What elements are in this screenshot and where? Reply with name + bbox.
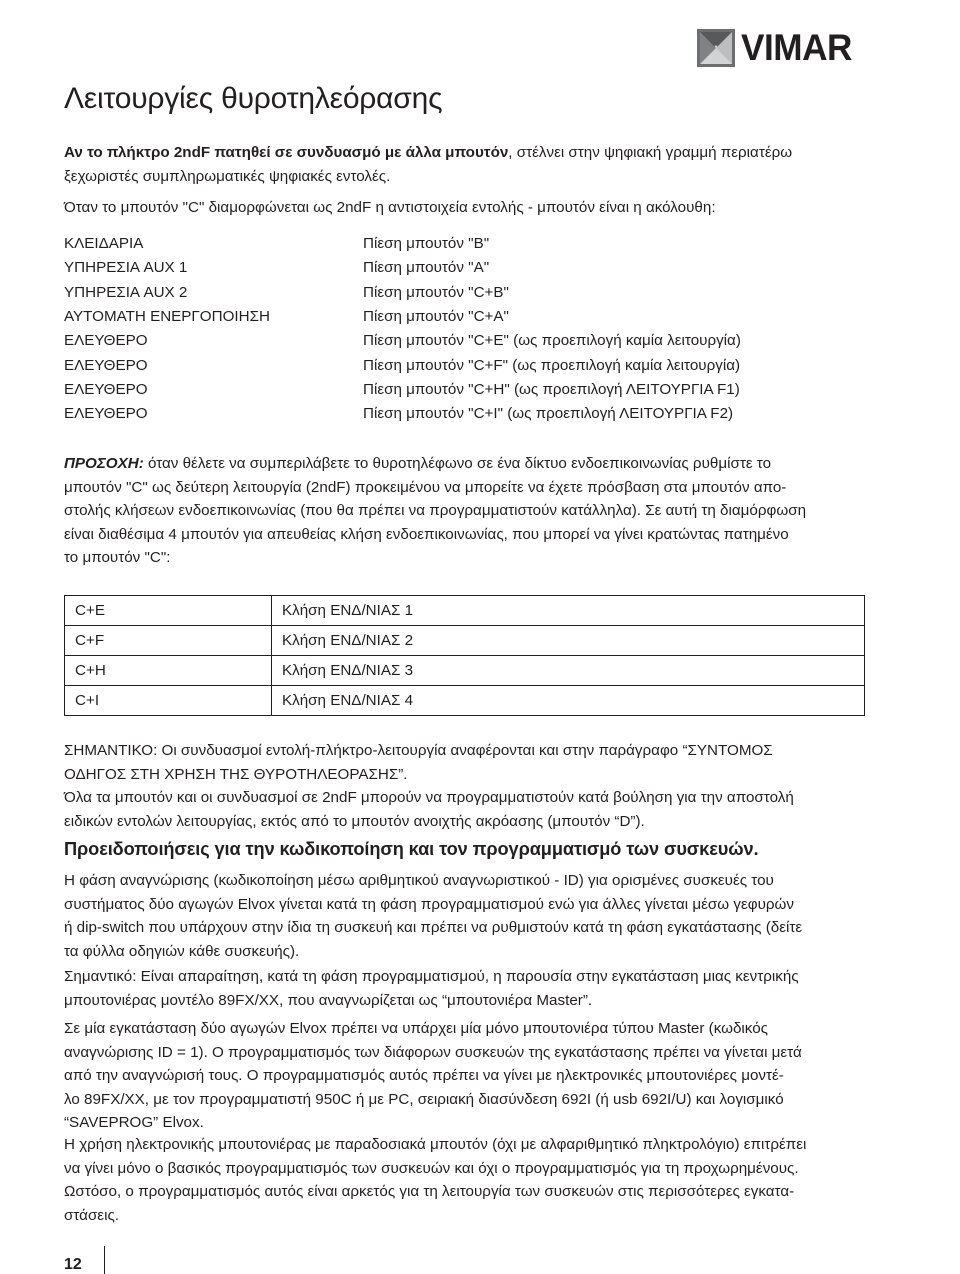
paragraph-line: Ωστόσο, ο προγραμματισμός αυτός είναι αρκετός για τη λειτουργία των συσκευών στις περισσότερες εγκατα- bbox=[64, 1183, 795, 1201]
table-row bbox=[65, 596, 865, 626]
mapping-button: Πίεση μπουτόν "A" bbox=[363, 259, 490, 277]
mapping-function: ΕΛΕΥΘΕΡΟ bbox=[64, 332, 148, 350]
warning-label: ΠΡΟΣΟΧΗ: bbox=[64, 455, 144, 472]
intercom-call-table bbox=[64, 595, 865, 716]
important-line: ειδικών εντολών λειτουργίας, εκτός από το μπουτόν ανοιχτής ακρόασης (μπουτόν “D”). bbox=[64, 812, 645, 830]
mapping-button: Πίεση μπουτόν "C+E" (ως προεπιλογή καμία λειτουργία) bbox=[363, 332, 741, 350]
body-paragraph bbox=[64, 1133, 864, 1227]
paragraph-line: μπουτονιέρας μοντέλο 89FX/XX, που αναγνωρίζεται ως “μπουτονιέρα Master”. bbox=[64, 991, 593, 1009]
mapping-button: Πίεση μπουτόν "C+F" (ως προεπιλογή καμία λειτουργία) bbox=[363, 356, 741, 374]
warning-line: το μπουτόν "C": bbox=[64, 549, 171, 567]
mapping-button: Πίεση μπουτόν "C+I" (ως προεπιλογή ΛΕΙΤΟΥΡΓΙΑ F2) bbox=[363, 405, 734, 423]
mapping-button: Πίεση μπουτόν "C+A" bbox=[363, 307, 509, 325]
table-row bbox=[65, 686, 865, 716]
paragraph-line: στάσεις. bbox=[64, 1206, 119, 1224]
mapping-function: ΑΥΤΟΜΑΤΗ ΕΝΕΡΓΟΠΟΙΗΣΗ bbox=[64, 307, 270, 325]
intro-bold-text: Αν το πλήκτρο 2ndF πατηθεί σε συνδυασμό με άλλα μπουτόν bbox=[64, 144, 509, 161]
paragraph-line: συστήματος δύο αγωγών Elvox γίνεται κατά τη φάση προγραμματισμού ενώ για άλλες γίνεται μέσω γεφυρών bbox=[64, 895, 794, 913]
mapping-button: Πίεση μπουτόν "C+B" bbox=[363, 283, 509, 301]
table-cell-combo: C+E bbox=[65, 596, 272, 626]
mapping-function: ΕΛΕΥΘΕΡΟ bbox=[64, 380, 148, 398]
paragraph-line: Σημαντικό: Είναι απαραίτηση, κατά τη φάση προγραμματισμού, η παρουσία στην εγκατάσταση μιας κεντρικής bbox=[64, 968, 799, 985]
table-cell-call: Κλήση ΕΝΔ/ΝΙΑΣ 4 bbox=[272, 686, 865, 716]
warning-line: όταν θέλετε να συμπεριλάβετε το θυροτηλέφωνο σε ένα δίκτυο ενδοεπικοινωνίας ρυθμίστε το bbox=[143, 455, 772, 472]
body-paragraph bbox=[64, 1017, 864, 1135]
paragraph-line: να γίνει μόνο ο βασικός προγραμματισμός των συσκευών και όχι ο προγραμματισμός για τη προχωρημένους. bbox=[64, 1159, 799, 1177]
warning-line: είναι διαθέσιμα 4 μπουτόν για απευθείας κλήση ενδοεπικοινωνίας, που μπορεί να γίνει κρατώντας πατημένο bbox=[64, 525, 789, 543]
vimar-logo bbox=[697, 28, 867, 68]
mapping-row bbox=[0, 305, 960, 329]
table-cell-combo: C+H bbox=[65, 656, 272, 686]
table-cell-combo: C+F bbox=[65, 626, 272, 656]
mapping-function: ΥΠΗΡΕΣΙΑ AUX 1 bbox=[64, 259, 188, 277]
paragraph-line: αναγνώρισης ID = 1). Ο προγραμματισμός των διάφορων συσκευών της εγκατάστασης πρέπει να γίνεται μετά bbox=[64, 1043, 802, 1061]
paragraph-line: ή dip-switch που υπάρχουν στην ίδια τη συσκευή και πρέπει να ρυθμιστούν κατά τη φάση εγκατάστασης (δείτε bbox=[64, 919, 803, 937]
page-title: Λειτουργίες θυροτηλεόρασης bbox=[64, 82, 443, 115]
table-cell-combo: C+I bbox=[65, 686, 272, 716]
important-line: ΣΗΜΑΝΤΙΚΟ: Οι συνδυασμοί εντολή-πλήκτρο-λειτουργία αναφέρονται και στην παράγραφο “ΣΥΝΤΟΜΟΣ bbox=[64, 742, 773, 759]
warning-line: μπουτόν "C" ως δεύτερη λειτουργία (2ndF) προκειμένου να μπορείτε να έχετε πρόσβαση στα μπουτόν απο- bbox=[64, 478, 787, 496]
intro-text-line2: ξεχωριστές συμπληρωματικές ψηφιακές εντολές. bbox=[64, 167, 391, 185]
table-cell-call: Κλήση ΕΝΔ/ΝΙΑΣ 2 bbox=[272, 626, 865, 656]
function-button-mapping bbox=[0, 232, 960, 432]
mapping-row bbox=[0, 256, 960, 280]
paragraph-line: Η χρήση ηλεκτρονικής μπουτονιέρας με παραδοσιακά μπουτόν (όχι με αλφαριθμητικό πληκτρολόγιο) επιτρέπει bbox=[64, 1136, 807, 1153]
mapping-function: ΚΛΕΙΔΑΡΙΑ bbox=[64, 235, 144, 252]
table-row bbox=[65, 626, 865, 656]
important-note bbox=[64, 739, 864, 833]
paragraph-line: λο 89FX/XX, με τον προγραμματιστή 950C ή με PC, σειριακή διασύνδεση 692I (ή usb 692I/U) και λογισμικό bbox=[64, 1090, 784, 1108]
paragraph-line: Η φάση αναγνώρισης (κωδικοποίηση μέσω αριθμητικού αναγνωριστικού - ID) για ορισμένες συσκευές του bbox=[64, 872, 774, 889]
table-cell-call: Κλήση ΕΝΔ/ΝΙΑΣ 1 bbox=[272, 596, 865, 626]
vimar-logo-text: VIMAR bbox=[741, 27, 852, 68]
mapping-row bbox=[0, 281, 960, 305]
mapping-row bbox=[0, 378, 960, 402]
body-paragraph bbox=[64, 869, 864, 963]
intro-paragraph bbox=[64, 141, 864, 188]
page-number: 12 bbox=[64, 1256, 82, 1273]
mapping-row bbox=[0, 402, 960, 426]
paragraph-line: “SAVEPROG” Elvox. bbox=[64, 1114, 204, 1132]
paragraph-line: από την αναγνώρισή τους. Ο προγραμματισμός αυτός πρέπει να γίνει με ηλεκτρονικές μπουτονιέρες μοντέ- bbox=[64, 1067, 784, 1085]
paragraph-line: τα φύλλα οδηγιών κάθε συσκευής). bbox=[64, 942, 300, 960]
section-heading: Προειδοποιήσεις για την κωδικοποίηση και τον προγραμματισμό των συσκευών. bbox=[64, 839, 759, 859]
important-line: Όλα τα μπουτόν και οι συνδυασμοί σε 2ndF μπορούν να προγραμματιστούν κατά βούληση για την αποστολή bbox=[64, 789, 794, 807]
mapping-row bbox=[0, 354, 960, 378]
footer-divider bbox=[104, 1246, 105, 1274]
mapping-function: ΕΛΕΥΘΕΡΟ bbox=[64, 405, 148, 423]
mapping-function: ΕΛΕΥΘΕΡΟ bbox=[64, 356, 148, 374]
warning-line: στολής κλήσεων ενδοεπικοινωνίας (που θα πρέπει να προγραμματιστούν κατάλληλα). Σε αυτή τη διαμόρφωση bbox=[64, 502, 807, 520]
table-cell-call: Κλήση ΕΝΔ/ΝΙΑΣ 3 bbox=[272, 656, 865, 686]
warning-paragraph bbox=[64, 452, 864, 570]
body-paragraph bbox=[64, 965, 864, 1012]
important-line: ΟΔΗΓΟΣ ΣΤΗ ΧΡΗΣΗ ΤΗΣ ΘΥΡΟΤΗΛΕΟΡΑΣΗΣ”. bbox=[64, 765, 408, 783]
mapping-row bbox=[0, 232, 960, 256]
mapping-function: ΥΠΗΡΕΣΙΑ AUX 2 bbox=[64, 283, 188, 301]
mapping-row bbox=[0, 329, 960, 353]
mapping-intro: Όταν το μπουτόν "C" διαμορφώνεται ως 2ndF η αντιστοιχεία εντολής - μπουτόν είναι η ακόλουθη: bbox=[64, 199, 716, 216]
mapping-button: Πίεση μπουτόν "B" bbox=[363, 235, 490, 252]
vimar-square-logo-icon bbox=[697, 29, 735, 67]
intro-text-line1: , στέλνει στην ψηφιακή γραμμή περιατέρω bbox=[508, 144, 793, 161]
mapping-button: Πίεση μπουτόν "C+H" (ως προεπιλογή ΛΕΙΤΟΥΡΓΙΑ F1) bbox=[363, 380, 740, 398]
paragraph-line: Σε μία εγκατάσταση δύο αγωγών Elvox πρέπει να υπάρχει μία μόνο μπουτονιέρα τύπου Master (κωδικός bbox=[64, 1020, 768, 1037]
table-row bbox=[65, 656, 865, 686]
